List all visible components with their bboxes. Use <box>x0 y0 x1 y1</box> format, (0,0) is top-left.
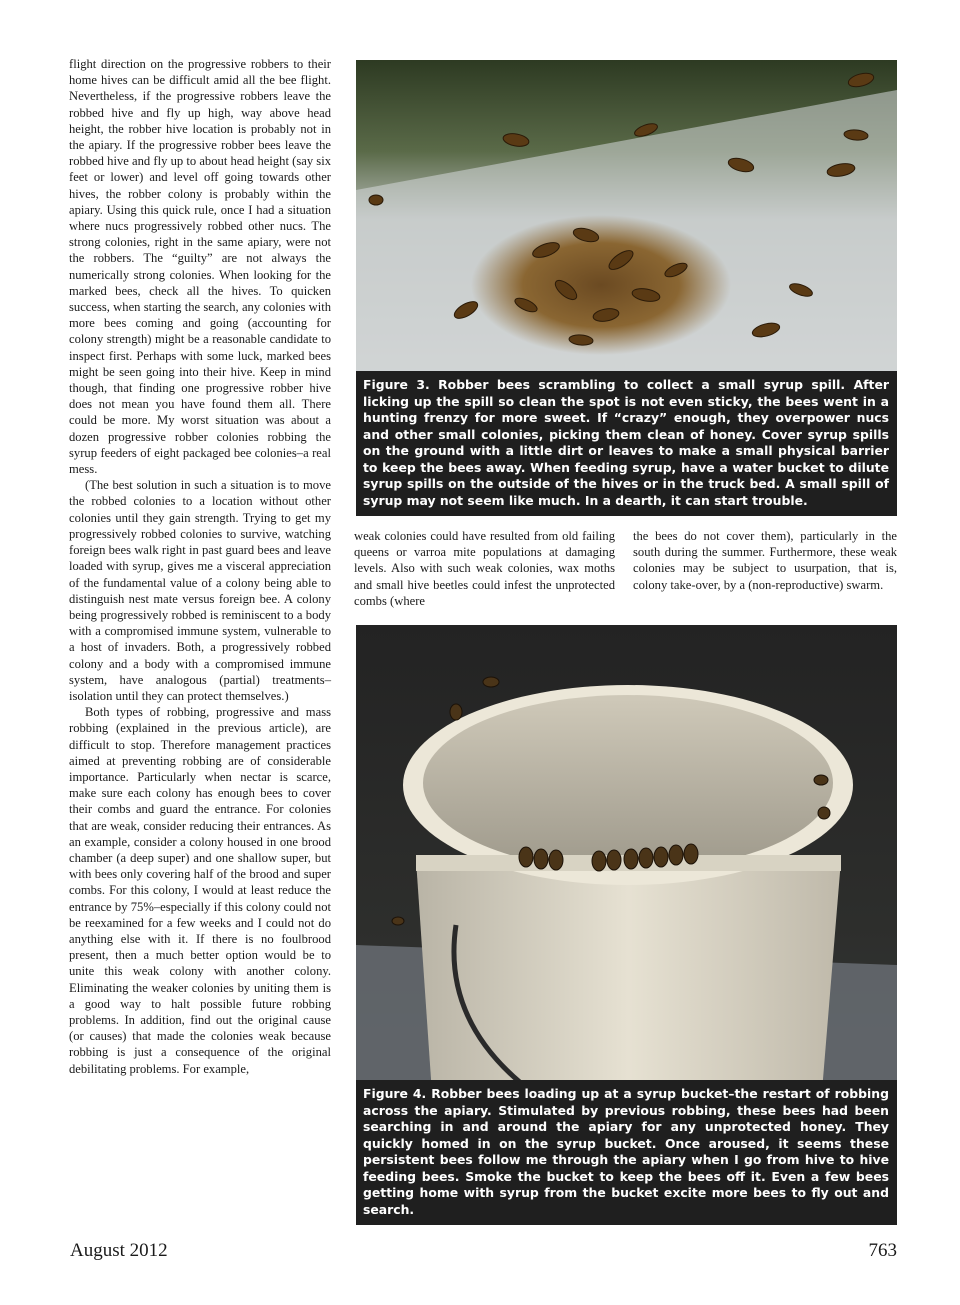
left-article-column <box>69 56 331 1077</box>
article-paragraph: flight direction on the progressive robbers to their home hives can be difficult amid all the bee flight. Nevertheless, if the progressive robbers leave the robbed hive and fly up high, way above head height, the robber hive location is probably not in the apiary. If the progressive robber bees leave the robbed hive and fly up to about head height (say six feet or lower) and level off going towards other hives, the robber colony is probably within the apiary. Using this quick rule, once I had a situation where nucs progressively robbed other nucs. The strong colonies, right in the same apiary, were not the robbers. The “guilty” are not always the numerically strong colonies. When looking for the marked bees, check all the hives. To quicken success, when starting the search, any colonies with more bees coming and going (accounting for colony strength) might be a reasonable candidate to inspect first. Perhaps with some luck, marked bees might be seen going into their hive. Keep in mind though, that finding one progressive robber hive does not mean you have found them all. There could be more. My worst situation was about a dozen progressive robber colonies robbing the syrup feeders of eight packaged bee colonies–a real mess. <box>69 57 331 477</box>
figure-4-syrup-bucket-photo <box>356 625 897 1225</box>
figure-3-syrup-spill-photo <box>356 60 897 516</box>
article-paragraph: Both types of robbing, progressive and mass robbing (explained in the previous article), are difficult to stop. Therefore management practices aimed at preventing robbing are of considerable importance. Particularly when nectar is scarce, make sure each colony has enough bees to cover their combs and guard the entrance. For colonies that are weak, consider reducing their entrances. As an example, consider a colony housed in one brood chamber (a deep super) and one shallow super, but with bees only covering half of the brood and super combs. For this colony, I would at least reduce the entrance by 75%–especially if this colony could not be reexamined for a few weeks and I could not do anything else with it. If there is no foulbrood present, then a much better option would be to unite this weak colony with another colony. Eliminating the weaker colonies by uniting them is a good way to halt possible future robbing problems. In addition, find out the original cause (or causes) that made the colonies weak because robbing is just a consequence of the original debilitating problems. For example, <box>69 705 331 1076</box>
figure-4-caption: Figure 4. Robber bees loading up at a syrup bucket–the restart of robbing across the apiary. Stimulated by previous robbing, these bees had been searching in and around the apiary for any unprotected honey. They quickly homed in on the syrup bucket. Once aroused, it seems these persistent bees follow me through the apiary when I go from hive to hive feeding bees. Smoke the bucket to keep the bees off it. Even a few bees getting home with syrup from the bucket excite more bees to fly out and search. <box>356 1080 897 1225</box>
middle-text-right: the bees do not cover them), particularly in the south during the summer. Furthermore, these weak colonies may be subject to usurpation, that is, colony take-over, by a (non-reproductive) swarm. <box>633 529 897 592</box>
footer-issue-date: August 2012 <box>70 1240 168 1261</box>
footer-page-number: 763 <box>868 1240 897 1261</box>
figure-3-caption: Figure 3. Robber bees scrambling to collect a small syrup spill. After licking up the spill so clean the spot is not even sticky, the bees went in a hunting frenzy for more sweet. If “crazy” enough, they overpower nucs and other small colonies, picking them clean of honey. Cover syrup spills on the ground with a little dirt or leaves to make a small physical barrier to keep the bees away. When feeding syrup, have a water bucket to dilute syrup spills on the outside of the hives or in the truck bed. A small spill of syrup may not seem like much. In a dearth, it can start trouble. <box>356 371 897 516</box>
article-paragraph: (The best solution in such a situation is to move the robbed colonies to a location without other colonies until they gain strength. Trying to get my progressively robbed colonies to survive, watching foreign bees walk right in past guard bees and leave loaded with syrup, gives me a visceral appreciation of the fundamental value of a colony being able to distinguish nest mate versus foreign bee. A colony being progressively robbed is reminiscent to a body with a compromised immune system, vulnerable to a host of invaders. Both, a progressively robbed colony and a body with a compromised immune system, have analogous (partial) treatments–isolation until they can protect themselves.) <box>69 478 331 703</box>
middle-text-left: weak colonies could have resulted from old failing queens or varroa mite populations at damaging levels. Also with such weak colonies, wax moths and small hive beetles could infest the unprotected combs (where <box>354 529 615 608</box>
